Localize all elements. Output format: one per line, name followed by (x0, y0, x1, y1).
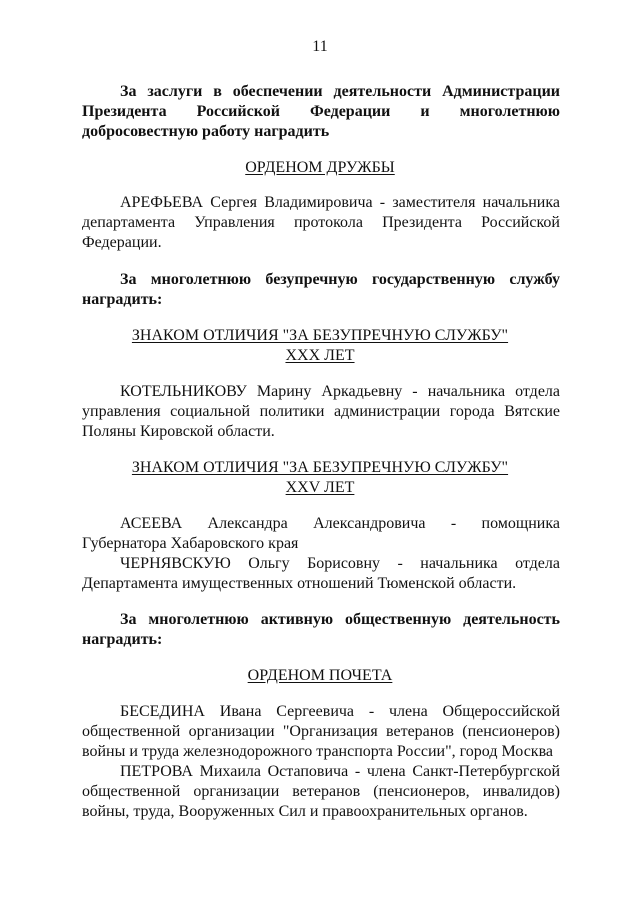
recipient-line: ЧЕРНЯВСКУЮ Ольгу Борисовну - начальника отдела (120, 555, 560, 572)
award-title-years: XXX ЛЕТ (285, 347, 355, 364)
award-title: ЗНАКОМ ОТЛИЧИЯ "ЗА БЕЗУПРЕЧНУЮ СЛУЖБУ" (131, 459, 509, 476)
recipient-line: АСЕЕВА Александра Александровича - помощника (120, 515, 560, 532)
section-heading-line: добросовестную работу наградить (82, 123, 330, 140)
recipient-line: департамента Управления протокола Президента Российской (82, 214, 560, 231)
recipient-line: Департамента имущественных отношений Тюменской области. (82, 575, 517, 592)
recipient-line: войны и труда железнодорожного транспорта России", город Москва (82, 743, 554, 760)
recipient-line: общественной организации "Организация ветеранов (пенсионеров) (82, 723, 560, 740)
award-title: ОРДЕНОМ ПОЧЕТА (247, 667, 393, 684)
recipient-line: общественной организации ветеранов (пенсионеров, инвалидов) (82, 783, 560, 800)
page-number: 11 (312, 38, 328, 55)
recipient-line: Губернатора Хабаровского края (82, 535, 299, 552)
section-heading-line: За заслуги в обеспечении деятельности Администрации (120, 83, 560, 100)
award-title-years: XXV ЛЕТ (285, 479, 355, 496)
recipient-line: Федерации. (82, 234, 162, 251)
recipient-line: управления социальной политики администрации города Вятские (82, 403, 560, 420)
recipient-line: КОТЕЛЬНИКОВУ Марину Аркадьевну - начальника отдела (120, 383, 560, 400)
recipient-line: ПЕТРОВА Михаила Остаповича - члена Санкт-Петербургской (120, 763, 560, 780)
recipient-line: АРЕФЬЕВА Сергея Владимировича - заместителя начальника (120, 194, 560, 211)
section-heading-line: наградить: (82, 291, 163, 308)
recipient-line: БЕСЕДИНА Ивана Сергеевича - члена Общероссийской (120, 703, 560, 720)
recipient-line: войны, труда, Вооруженных Сил и правоохранительных органов. (82, 803, 528, 820)
section-heading-line: наградить: (82, 631, 163, 648)
award-title: ОРДЕНОМ ДРУЖБЫ (245, 159, 395, 176)
recipient-line: Поляны Кировской области. (82, 423, 275, 440)
award-title: ЗНАКОМ ОТЛИЧИЯ "ЗА БЕЗУПРЕЧНУЮ СЛУЖБУ" (131, 327, 509, 344)
section-heading-line: За многолетнюю активную общественную деятельность (120, 611, 560, 628)
section-heading-line: За многолетнюю безупречную государственную службу (120, 271, 560, 288)
section-heading-line: Президента Российской Федерации и многолетнюю (82, 103, 560, 120)
